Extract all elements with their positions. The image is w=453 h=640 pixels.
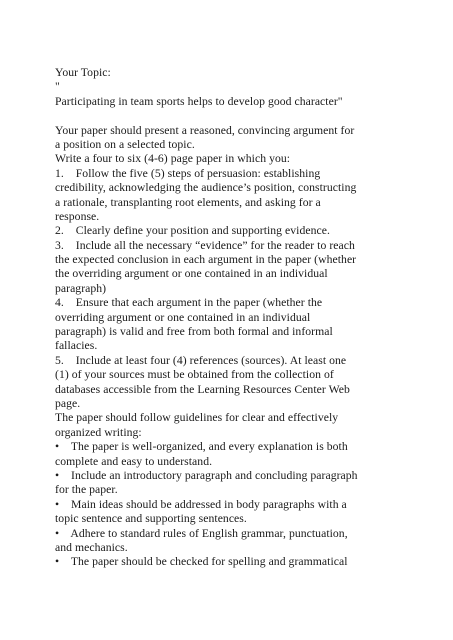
instructions-text [55,124,415,570]
text-line: The paper should follow guidelines for clear and effectively [55,411,339,425]
text-line: • The paper should be checked for spelling and grammatical [55,555,348,569]
text-line: the expected conclusion in each argument in the paper (whether [55,253,357,267]
text-line: 3. Include all the necessary “evidence” for the reader to reach [55,238,355,252]
text-line: 1. Follow the five (5) steps of persuasion: establishing [55,166,321,180]
document-body [55,66,415,570]
text-line: • Include an introductory paragraph and concluding paragraph [55,468,358,482]
text-line: 2. Clearly define your position and supporting evidence. [55,224,330,238]
text-line: paragraph) is valid and free from both formal and informal [55,325,333,339]
text-line: topic sentence and supporting sentences. [55,512,247,526]
text-line: 5. Include at least four (4) references (sources). At least one [55,353,347,367]
text-line: page. [55,396,81,410]
text-line: paragraph) [55,281,107,295]
text-line: the overriding argument or one contained in an individual [55,267,328,281]
text-line: fallacies. [55,339,98,353]
text-line: and mechanics. [55,540,128,554]
text-line: credibility, acknowledging the audience’s position, constructing [55,181,357,195]
text-line: a rationale, transplanting root elements, and asking for a [55,195,321,209]
text-line: Your paper should present a reasoned, convincing argument for [55,123,355,137]
paragraph-gap [55,109,415,123]
text-line: • Adhere to standard rules of English grammar, punctuation, [55,526,348,540]
text-line: 4. Ensure that each argument in the paper (whether the [55,296,323,310]
text-line: complete and easy to understand. [55,454,213,468]
text-line: a position on a selected topic. [55,137,195,151]
topic-label: Your Topic: [55,66,111,79]
text-line: Write a four to six (4-6) page paper in which you: [55,152,291,166]
text-line: • Main ideas should be addressed in body paragraphs with a [55,497,347,511]
text-line: (1) of your sources must be obtained from the collection of [55,368,334,382]
topic-quote-open: " [55,80,60,94]
text-line: organized writing: [55,425,142,439]
topic-text: Participating in team sports helps to develop good character" [55,94,343,108]
text-line: response. [55,209,100,223]
text-line: for the paper. [55,483,118,497]
text-line: databases accessible from the Learning Resources Center Web [55,382,350,396]
text-line: • The paper is well-organized, and every explanation is both [55,440,348,454]
text-line: overriding argument or one contained in an individual [55,310,311,324]
